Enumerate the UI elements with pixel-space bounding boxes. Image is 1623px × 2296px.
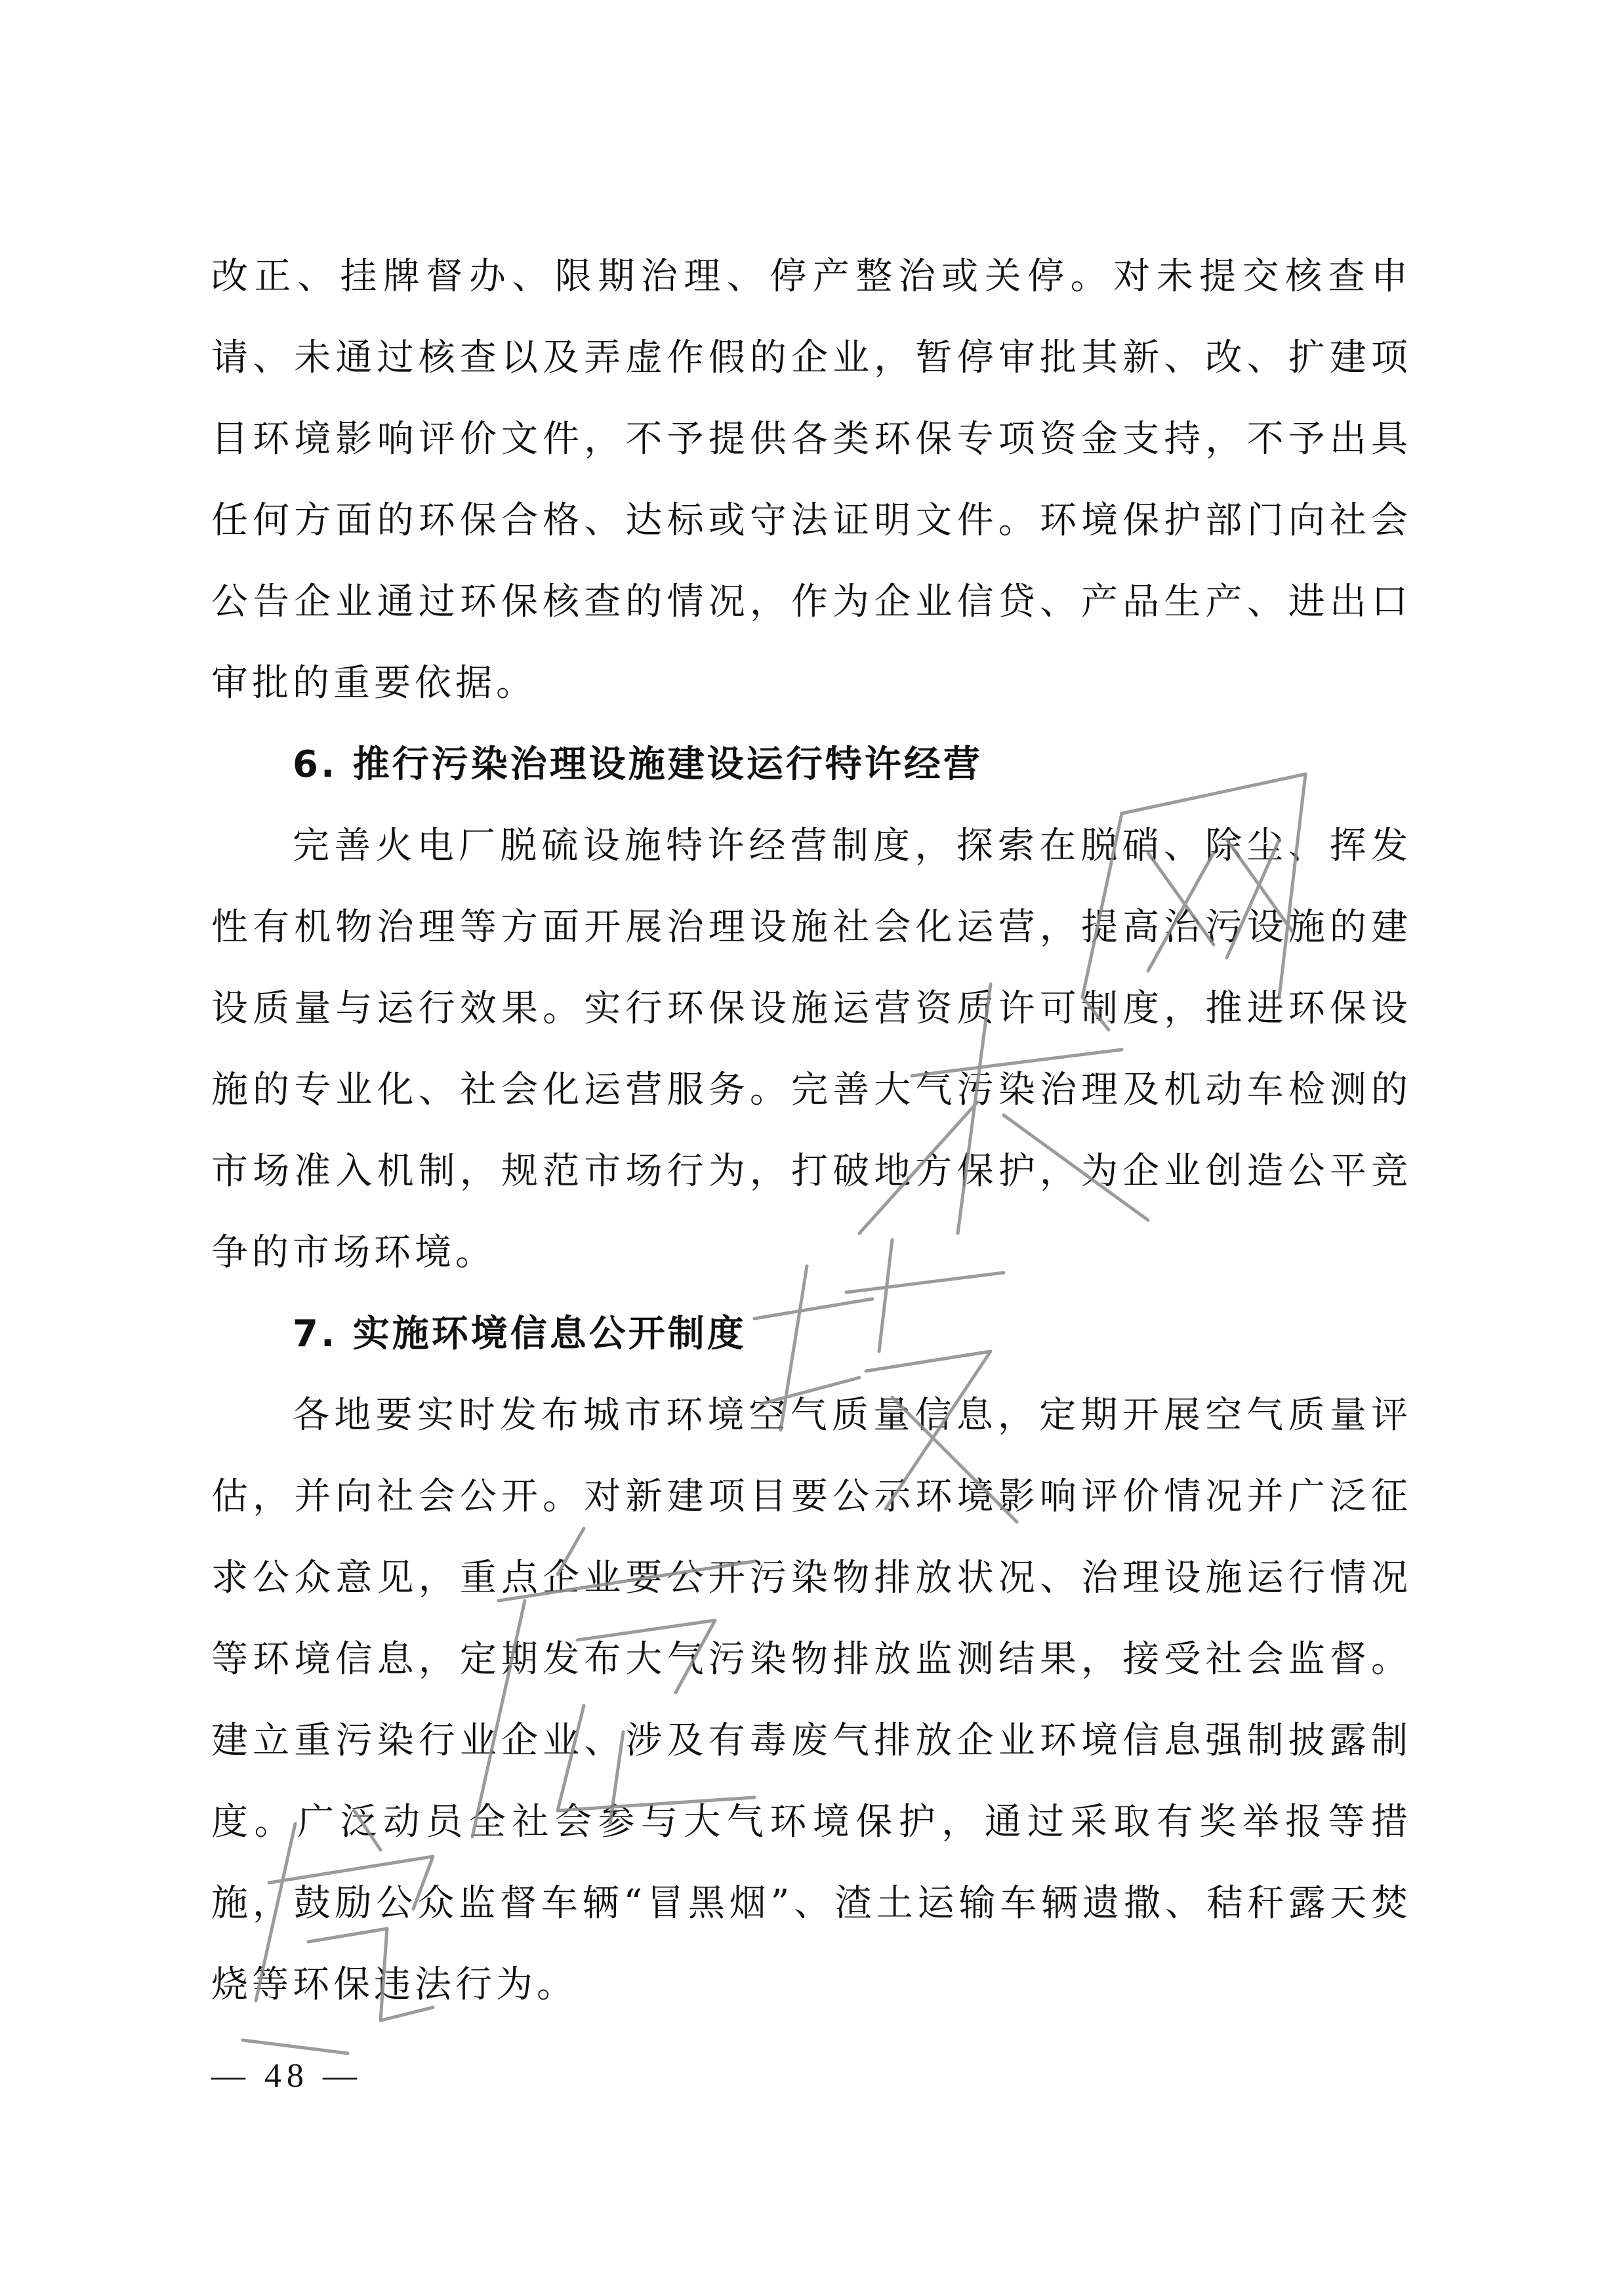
section-6-heading: 6. 推行污染治理设施建设运行特许经营 (293, 743, 983, 786)
section-7-heading: 7. 实施环境信息公开制度 (293, 1313, 747, 1355)
page-number: — 48 — (211, 2057, 362, 2095)
section-6-paragraph: 完善火电厂脱硫设施特许经营制度，探索在脱硝、除尘、挥发性有机物治理等方面开展治理设施社会化运营，提高治污设施的建设质量与运行效果。实行环保设施运营资质许可制度，推进环保设施的专业化、社会化运营服务。完善大气污染治理及机动车检测的市场准入机制，规范市场行为，打破地方保护，为企业创造公平竞争的市场环境。 (211, 825, 1412, 1274)
intro-paragraph: 改正、挂牌督办、限期治理、停产整治或关停。对未提交核查申请、未通过核查以及弄虚作假的企业，暂停审批其新、改、扩建项目环境影响评价文件，不予提供各类环保专项资金支持，不予出具任何方面的环保合格、达标或守法证明文件。环境保护部门向社会公告企业通过环保核查的情况，作为企业信贷、产品生产、进出口审批的重要依据。 (211, 255, 1412, 705)
document-body (211, 236, 1412, 2026)
section-7-paragraph: 各地要实时发布城市环境空气质量信息，定期开展空气质量评估，并向社会公开。对新建项目要公示环境影响评价情况并广泛征求公众意见，重点企业要公开污染物排放状况、治理设施运行情况等环境信息，定期发布大气污染物排放监测结果，接受社会监督。建立重污染行业企业、涉及有毒废气排放企业环境信息强制披露制度。广泛动员全社会参与大气环境保护，通过采取有奖举报等措施，鼓励公众监督车辆“冒黑烟”、渣土运输车辆遗撒、秸秆露天焚烧等环保违法行为。 (211, 1394, 1412, 2006)
